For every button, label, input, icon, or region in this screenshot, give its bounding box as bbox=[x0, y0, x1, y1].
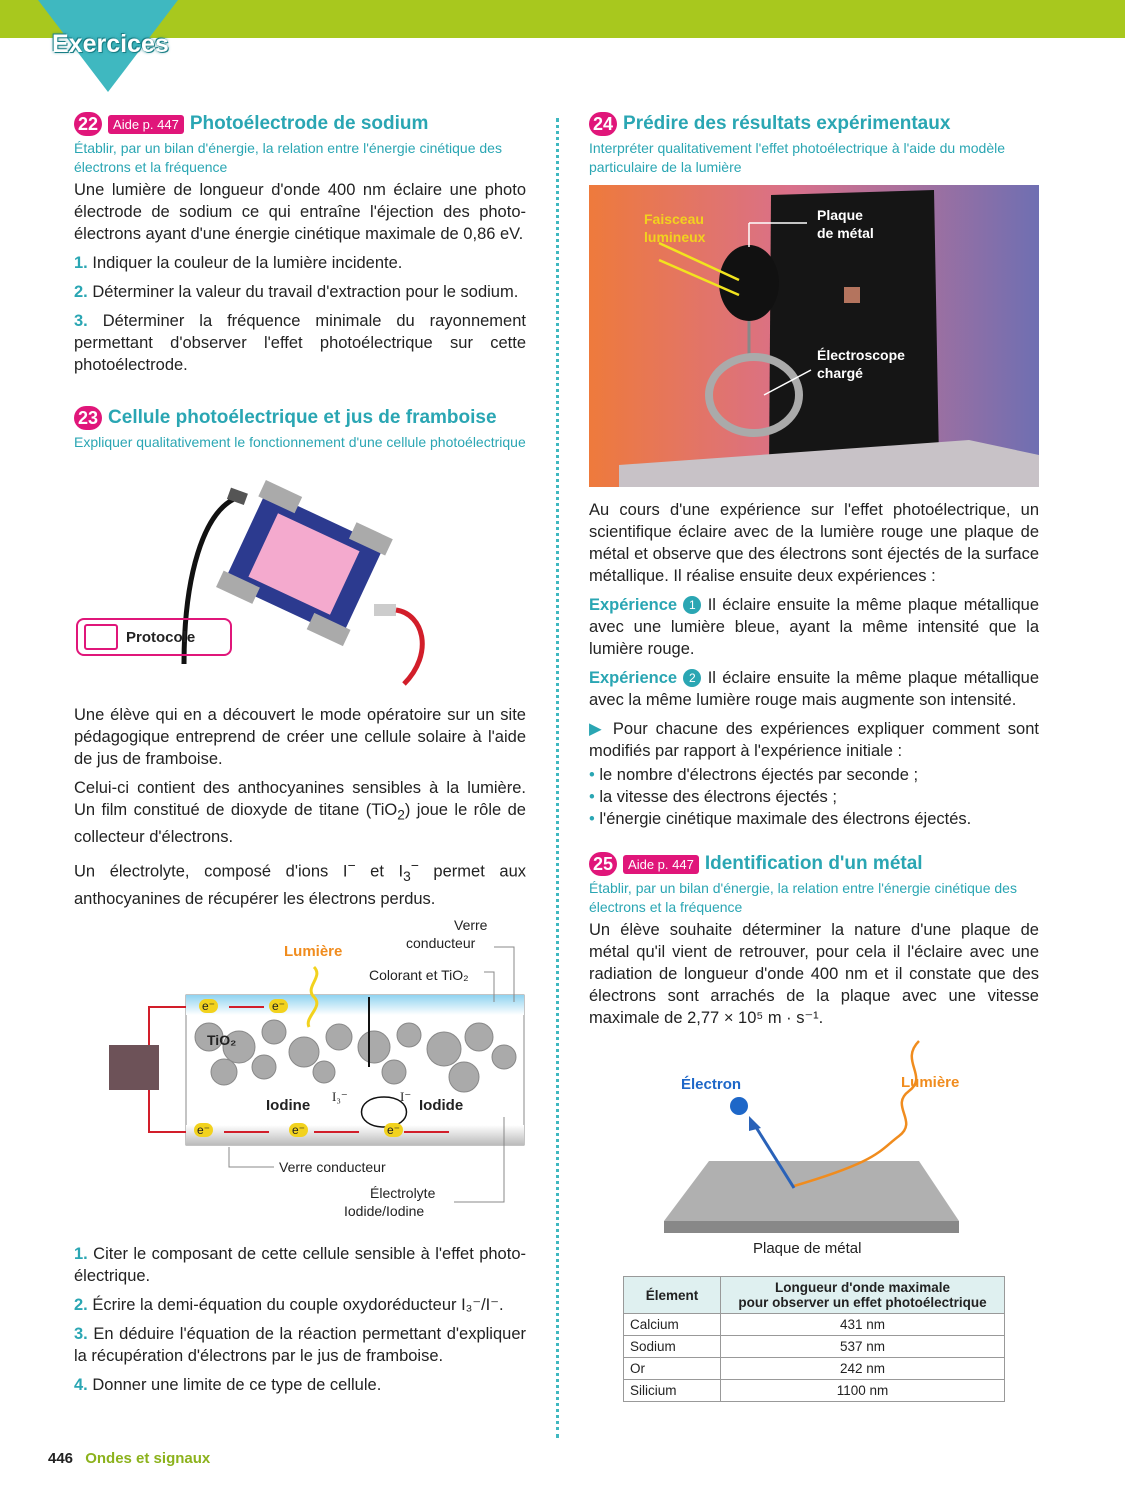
question-2 bbox=[74, 1294, 526, 1316]
question-number: 1. bbox=[74, 254, 88, 272]
task bbox=[589, 718, 1039, 762]
experiment-1 bbox=[589, 594, 1039, 660]
question-number: 4. bbox=[74, 1376, 88, 1395]
exercise-number: 25 bbox=[589, 852, 617, 876]
table-cell-wavelength: 431 nm bbox=[721, 1314, 1005, 1336]
table-cell-wavelength: 242 nm bbox=[721, 1358, 1005, 1380]
exercise-objective: Interpréter qualitativement l'effet photoélectrique à l'aide du modèle particulaire de la lumière bbox=[589, 140, 1006, 175]
question-number: 2. bbox=[74, 283, 88, 301]
electron-marker: e⁻ bbox=[384, 1123, 403, 1137]
exercise-22 bbox=[74, 112, 526, 376]
question-3 bbox=[74, 1323, 526, 1367]
label-plaque-1: Plaque bbox=[817, 207, 863, 223]
exercise-statement: Une lumière de longueur d'onde 400 nm éclaire une photo électrode de sodium ce qui entraîne l'éjection des photo-électrons ayant d'une énergie cinétique maximale de 0,86 eV. bbox=[74, 181, 526, 243]
table-header-wavelength: Longueur d'onde maximale pour observer un effet photoélectrique bbox=[721, 1277, 1005, 1314]
table-cell-wavelength: 1100 nm bbox=[721, 1380, 1005, 1402]
protocole-box bbox=[76, 618, 232, 656]
table-row bbox=[624, 1380, 1005, 1402]
electroscope-photo bbox=[589, 185, 1039, 487]
electron-marker: e⁻ bbox=[199, 999, 218, 1013]
experiment-text: Il éclaire ensuite la même plaque métallique avec une lumière bleue, ayant la même intensité que la lumière rouge. bbox=[589, 596, 1039, 658]
label-electrolyte-1: Électrolyte bbox=[370, 1185, 436, 1202]
triangle-icon: ▶ bbox=[589, 720, 605, 738]
paragraph-3: Un électrolyte, composé d'ions I− et $I_3^-$ permet aux anthocyanines de récupérer les électrons perdus. bbox=[74, 858, 527, 909]
exercise-title: Identification d'un métal bbox=[704, 853, 923, 874]
table-row bbox=[624, 1314, 1005, 1336]
experiment-label: Expérience bbox=[589, 669, 678, 687]
electron-marker: e⁻ bbox=[269, 999, 288, 1013]
label-verre-bottom: Verre conducteur bbox=[279, 1159, 386, 1176]
label-iodide: Iodide bbox=[419, 1097, 464, 1115]
electron-marker: e⁻ bbox=[194, 1123, 213, 1137]
bullet-text: la vitesse des électrons éjectés ; bbox=[599, 788, 837, 806]
experiment-text: Il éclaire ensuite la même plaque métallique avec la même lumière rouge mais augmente son intensité. bbox=[589, 669, 1039, 709]
table-cell-wavelength: 537 nm bbox=[721, 1336, 1005, 1358]
label-i: I⁻ bbox=[400, 1089, 412, 1105]
column-divider bbox=[556, 118, 559, 1438]
question-text: Déterminer la valeur du travail d'extraction pour le sodium. bbox=[92, 283, 519, 301]
label-electron: Électron bbox=[681, 1076, 742, 1093]
experiment-2 bbox=[589, 667, 1039, 711]
exercise-objective: Établir, par un bilan d'énergie, la relation entre l'énergie cinétique des électrons et la fréquence bbox=[589, 880, 1017, 915]
label-plaque-2: de métal bbox=[817, 225, 874, 241]
experiment-number: 2 bbox=[683, 669, 701, 687]
label-verre-top-1: Verre bbox=[454, 917, 488, 934]
page-number: 446 bbox=[48, 1450, 74, 1467]
exercise-number: 22 bbox=[74, 112, 102, 136]
exercise-objective: Établir, par un bilan d'énergie, la relation entre l'énergie cinétique des électrons et la fréquence bbox=[74, 140, 502, 175]
question-number: 3. bbox=[74, 312, 88, 330]
question-4 bbox=[74, 1374, 526, 1396]
right-column bbox=[589, 112, 1039, 1402]
wavelength-table bbox=[623, 1276, 1005, 1402]
exercise-23 bbox=[74, 406, 526, 1396]
label-lumiere: Lumière bbox=[284, 943, 343, 961]
help-link[interactable]: Aide p. 447 bbox=[108, 115, 184, 134]
protocole-label: Protocole bbox=[126, 628, 196, 646]
label-faisceau-2: lumineux bbox=[644, 229, 706, 245]
paragraph-1: Au cours d'une expérience sur l'effet photoélectrique, un scientifique éclaire avec de la lumière rouge une plaque de métal et observe que des électrons sont éjectés de la surface métallique. Il réalise ensuite deux expériences : bbox=[589, 501, 1039, 585]
table-cell-element: Calcium bbox=[624, 1314, 721, 1336]
chapter-badge-label: Exercices bbox=[52, 30, 169, 58]
label-colorant: Colorant et TiO₂ bbox=[369, 967, 469, 984]
bullet-item bbox=[589, 808, 1039, 830]
bullet-text: le nombre d'électrons éjectés par seconde ; bbox=[599, 766, 919, 784]
table-cell-element: Sodium bbox=[624, 1336, 721, 1358]
label-iodine: Iodine bbox=[266, 1097, 311, 1115]
question-number: 3. bbox=[74, 1325, 88, 1344]
page-footer bbox=[48, 1450, 210, 1467]
help-link[interactable]: Aide p. 447 bbox=[623, 855, 699, 874]
cell-diagram bbox=[74, 917, 526, 1237]
plate-diagram bbox=[589, 1036, 1039, 1276]
experiment-label: Expérience bbox=[589, 596, 678, 614]
task-text: Pour chacune des expériences expliquer comment sont modifiés par rapport à l'expérience initiale : bbox=[589, 720, 1039, 760]
exercise-title: Cellule photoélectrique et jus de framboise bbox=[108, 407, 497, 428]
question-text: Citer le composant de cette cellule sensible à l'effet photo-électrique. bbox=[74, 1245, 526, 1286]
label-tio2: TiO₂ bbox=[207, 1032, 237, 1049]
table-row bbox=[624, 1336, 1005, 1358]
label-i3: I₃⁻ bbox=[332, 1089, 348, 1105]
exercise-25 bbox=[589, 852, 1039, 1402]
experiment-number: 1 bbox=[683, 596, 701, 614]
question-text: Donner une limite de ce type de cellule. bbox=[92, 1376, 382, 1395]
paragraph-1: Une élève qui en a découvert le mode opératoire sur un site pédagogique entreprend de créer une cellule solaire à l'aide de jus de framboise. bbox=[74, 706, 526, 768]
label-lumiere: Lumière bbox=[901, 1074, 960, 1091]
question-3 bbox=[74, 310, 526, 376]
solar-cell-photo bbox=[74, 454, 526, 686]
bullet-text: l'énergie cinétique maximale des électrons éjectés. bbox=[599, 810, 972, 828]
exercise-24 bbox=[589, 112, 1039, 830]
exercise-title: Photoélectrode de sodium bbox=[189, 113, 429, 134]
label-electrolyte-2: Iodide/Iodine bbox=[344, 1203, 425, 1220]
section-title: Ondes et signaux bbox=[85, 1450, 211, 1467]
question-text: Déterminer la fréquence minimale du rayonnement permettant d'observer l'effet photoélectrique sur cette photoélectrode. bbox=[74, 312, 526, 374]
computer-icon bbox=[84, 624, 118, 650]
bullet-item bbox=[589, 786, 1039, 808]
label-electroscope-2: chargé bbox=[817, 365, 863, 381]
left-column bbox=[74, 112, 526, 1403]
question-2 bbox=[74, 281, 526, 303]
label-plaque: Plaque de métal bbox=[753, 1240, 862, 1257]
label-faisceau-1: Faisceau bbox=[644, 211, 704, 227]
exercise-statement: Un élève souhaite déterminer la nature d'une plaque de métal qu'il vient de retrouver, pour cela il l'éclaire avec une radiation de longueur d'onde 400 nm et il constate que des électrons sont arrachés de la plaque avec une vitesse maximale de 2,77 × 10⁵ m · s⁻¹. bbox=[589, 921, 1039, 1027]
table-header-element: Élement bbox=[624, 1277, 721, 1314]
bullet-icon: • bbox=[589, 766, 595, 784]
bullet-item bbox=[589, 764, 1039, 786]
question-text: Écrire la demi-équation du couple oxydoréducteur I₃⁻/I⁻. bbox=[92, 1296, 504, 1315]
label-verre-top-2: conducteur bbox=[406, 935, 476, 952]
exercise-title: Prédire des résultats expérimentaux bbox=[623, 113, 951, 134]
exercise-number: 24 bbox=[589, 112, 617, 136]
question-text: En déduire l'équation de la réaction permettant d'expliquer la récupération d'électrons par le jus de framboise. bbox=[74, 1325, 526, 1366]
bullet-icon: • bbox=[589, 788, 595, 806]
electron-marker: e⁻ bbox=[289, 1123, 308, 1137]
question-text: Indiquer la couleur de la lumière incidente. bbox=[92, 254, 403, 272]
label-electroscope-1: Électroscope bbox=[817, 347, 905, 363]
question-1 bbox=[74, 252, 526, 274]
paragraph-2: Celui-ci contient des anthocyanines sensibles à la lumière. Un film constitué de dioxyde de titane (TiO$_2$) joue le rôle de collecteur d'électrons. bbox=[74, 779, 526, 847]
exercise-objective: Expliquer qualitativement le fonctionnement d'une cellule photoélectrique bbox=[74, 434, 526, 450]
table-cell-element: Silicium bbox=[624, 1380, 721, 1402]
table-row bbox=[624, 1358, 1005, 1380]
question-number: 1. bbox=[74, 1245, 88, 1264]
bullet-icon: • bbox=[589, 810, 595, 828]
question-number: 2. bbox=[74, 1296, 88, 1315]
table-cell-element: Or bbox=[624, 1358, 721, 1380]
question-1 bbox=[74, 1243, 526, 1287]
exercise-number: 23 bbox=[74, 406, 102, 430]
